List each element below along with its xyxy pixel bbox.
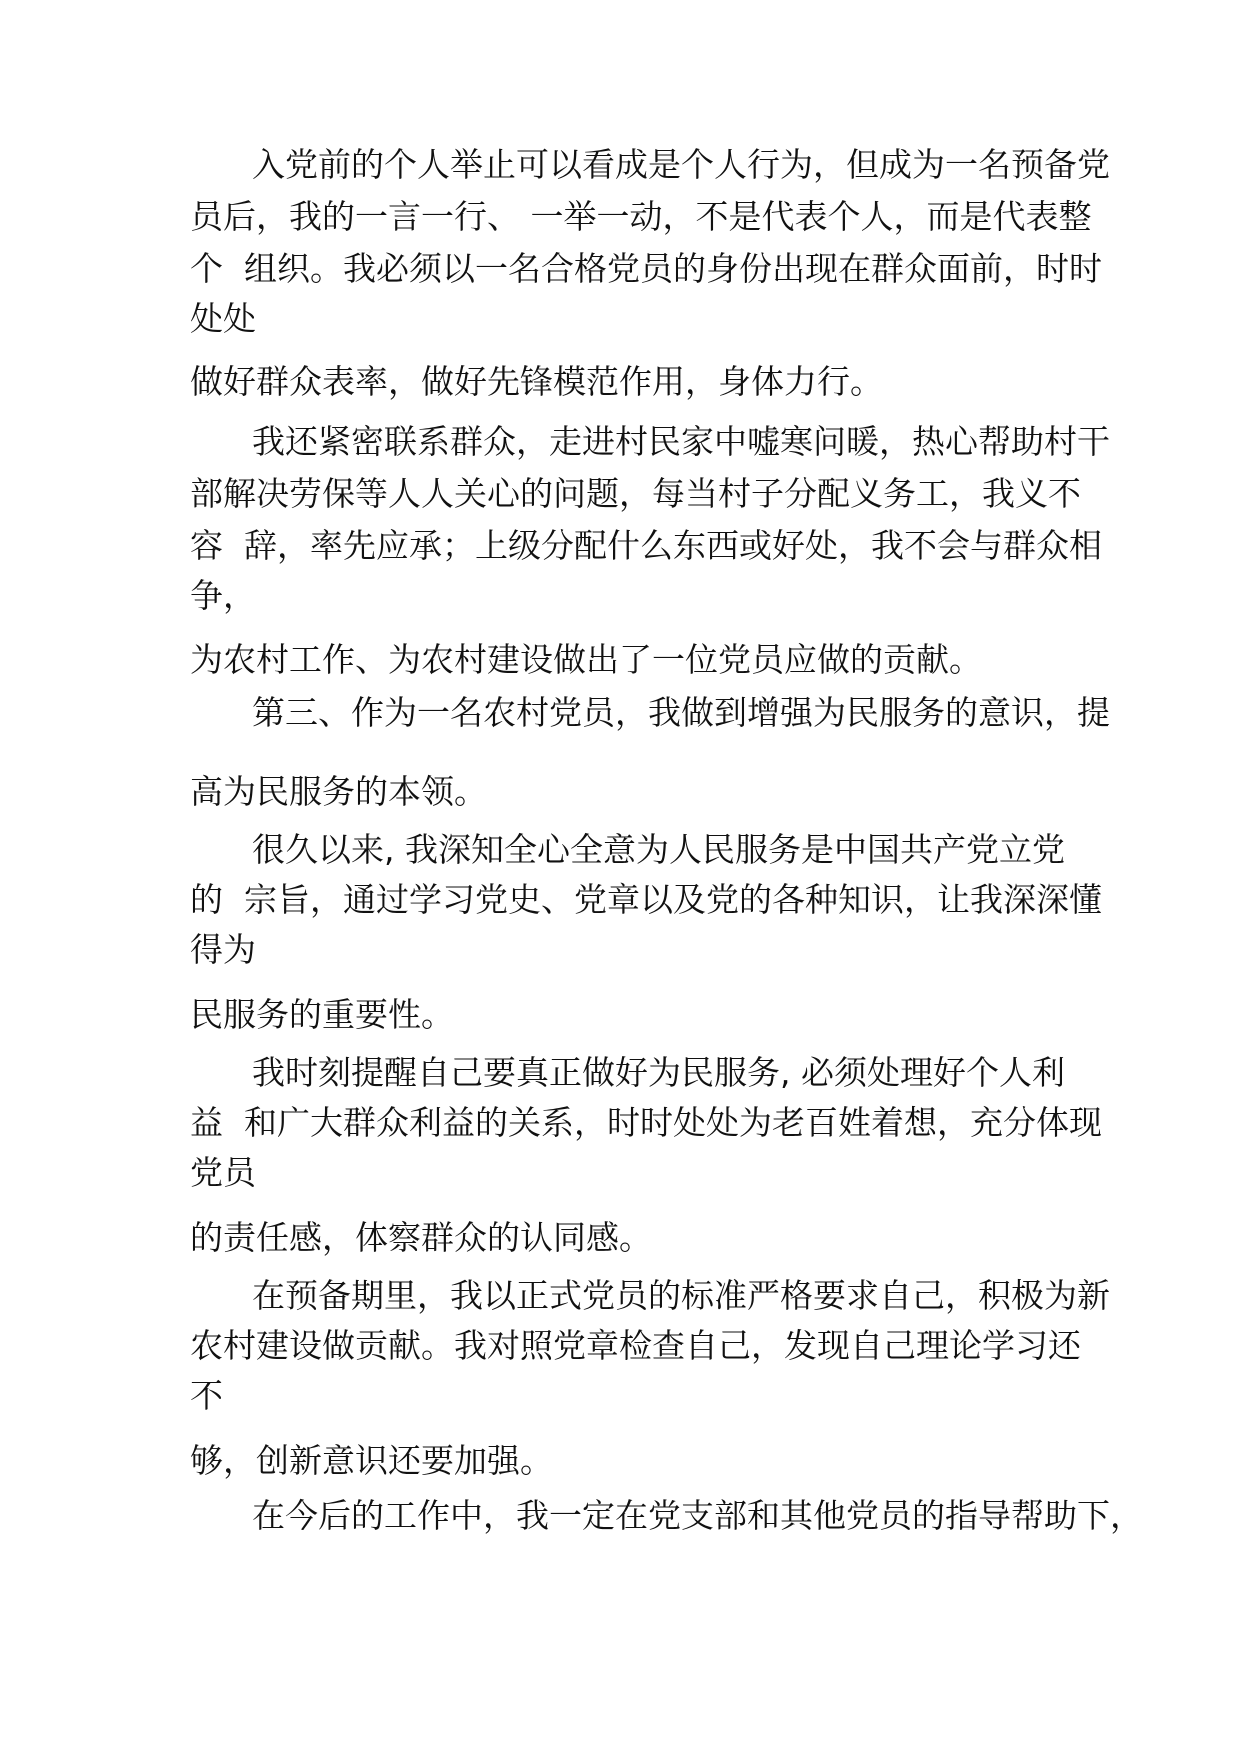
text-line: 争， [190,576,256,615]
text-line: 农村建设做贡献。我对照党章检查自己，发现自己理论学习还 [190,1326,1081,1365]
text-line: 得为 [190,930,256,969]
text-line: 够，创新意识还要加强。 [190,1441,553,1480]
text-line: 为农村工作、为农村建设做出了一位党员应做的贡献。 [190,640,982,679]
text-line: 员后，我的一言一行、 一举一动，不是代表个人，而是代表整 [190,197,1092,236]
text-line: 我还紧密联系群众，走进村民家中嘘寒问暖，热心帮助村干 [252,422,1110,461]
text-line: 第三、作为一名农村党员，我做到增强为民服务的意识，提 [252,693,1110,732]
text-line: 我时刻提醒自己要真正做好为民服务, 必须处理好个人利 [252,1053,1065,1092]
text-line: 不 [190,1376,223,1415]
text-line: 在今后的工作中，我一定在党支部和其他党员的指导帮助下， [252,1496,1143,1535]
text-line: 的 宗旨，通过学习党史、党章以及党的各种知识，让我深深懂 [190,880,1102,919]
text-line: 个 组织。我必须以一名合格党员的身份出现在群众面前，时时 [190,249,1102,288]
text-line: 党员 [190,1153,256,1192]
text-line: 民服务的重要性。 [190,995,454,1034]
text-line: 益 和广大群众利益的关系，时时处处为老百姓着想，充分体现 [190,1103,1102,1142]
text-line: 在预备期里，我以正式党员的标准严格要求自己，积极为新 [252,1276,1110,1315]
text-line: 容 辞，率先应承；上级分配什么东西或好处，我不会与群众相 [190,526,1102,565]
text-line: 做好群众表率，做好先锋模范作用，身体力行。 [190,362,883,401]
text-line: 高为民服务的本领。 [190,772,487,811]
text-line: 部解决劳保等人人关心的问题，每当村子分配义务工，我义不 [190,474,1081,513]
text-line: 处处 [190,299,256,338]
text-line: 的责任感，体察群众的认同感。 [190,1218,652,1257]
text-line: 很久以来, 我深知全心全意为人民服务是中国共产党立党 [252,830,1065,869]
text-line: 入党前的个人举止可以看成是个人行为，但成为一名预备党 [252,145,1110,184]
